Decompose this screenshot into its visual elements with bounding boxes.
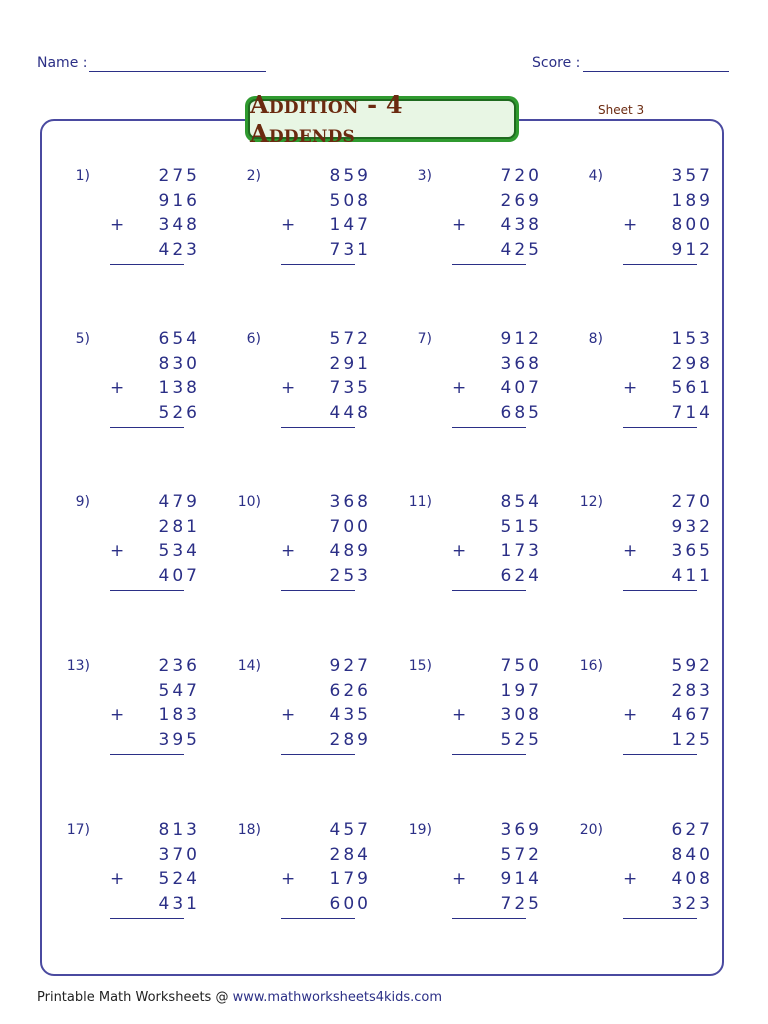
problem-number: 12) [579, 494, 603, 510]
addend-3: 308 [500, 705, 542, 725]
problem-8 [573, 331, 733, 461]
plus-sign: + [452, 378, 467, 398]
addend-1: 854 [500, 492, 542, 512]
sheet-label: Sheet 3 [598, 103, 645, 117]
addend-4: 685 [500, 402, 542, 423]
plus-sign: + [452, 215, 467, 235]
addend-3: 800 [671, 215, 713, 235]
answer-line[interactable] [110, 590, 184, 591]
addend-1: 479 [158, 492, 200, 512]
problem-number: 7) [417, 331, 432, 347]
name-field-line[interactable] [89, 71, 266, 72]
plus-sign: + [452, 541, 467, 561]
problem-3 [402, 168, 562, 298]
addend-4: 125 [671, 729, 713, 750]
problem-15 [402, 658, 562, 788]
name-label: Name : [37, 55, 88, 71]
addend-3: 348 [158, 215, 200, 235]
addend-2: 547 [158, 680, 200, 701]
problem-number: 6) [246, 331, 261, 347]
problem-14 [231, 658, 391, 788]
problem-16 [573, 658, 733, 788]
addend-4: 431 [158, 893, 200, 914]
footer-url[interactable]: www.mathworksheets4kids.com [232, 990, 443, 1005]
addend-4: 289 [329, 729, 371, 750]
plus-sign: + [281, 869, 296, 889]
plus-sign: + [281, 378, 296, 398]
plus-sign: + [110, 869, 125, 889]
problem-number: 4) [588, 168, 603, 184]
problem-number: 11) [408, 494, 432, 510]
addend-3: 561 [671, 378, 713, 398]
addend-2: 368 [500, 353, 542, 374]
addend-2: 298 [671, 353, 713, 374]
problem-20 [573, 822, 733, 952]
problem-number: 13) [66, 658, 90, 674]
plus-sign: + [281, 705, 296, 725]
answer-line[interactable] [623, 754, 697, 755]
answer-line[interactable] [281, 264, 355, 265]
addend-3: 407 [500, 378, 542, 398]
addend-1: 270 [671, 492, 713, 512]
addend-2: 370 [158, 844, 200, 865]
answer-line[interactable] [452, 918, 526, 919]
answer-line[interactable] [623, 918, 697, 919]
plus-sign: + [623, 215, 638, 235]
problem-number: 1) [75, 168, 90, 184]
addend-3: 489 [329, 541, 371, 561]
addend-4: 423 [158, 239, 200, 260]
answer-line[interactable] [452, 590, 526, 591]
problem-9 [60, 494, 220, 624]
addend-3: 173 [500, 541, 542, 561]
problem-17 [60, 822, 220, 952]
addend-1: 720 [500, 166, 542, 186]
addend-3: 467 [671, 705, 713, 725]
addend-4: 448 [329, 402, 371, 423]
problem-number: 15) [408, 658, 432, 674]
problem-number: 8) [588, 331, 603, 347]
plus-sign: + [623, 705, 638, 725]
addend-4: 395 [158, 729, 200, 750]
addend-2: 508 [329, 190, 371, 211]
answer-line[interactable] [110, 264, 184, 265]
addend-1: 750 [500, 656, 542, 676]
addend-4: 253 [329, 565, 371, 586]
answer-line[interactable] [281, 918, 355, 919]
score-label: Score : [532, 55, 581, 71]
problem-number: 3) [417, 168, 432, 184]
problem-19 [402, 822, 562, 952]
addend-2: 830 [158, 353, 200, 374]
worksheet-title: Addition - 4 Addends [248, 99, 516, 139]
addend-2: 291 [329, 353, 371, 374]
addend-4: 624 [500, 565, 542, 586]
addend-3: 183 [158, 705, 200, 725]
answer-line[interactable] [281, 754, 355, 755]
problem-number: 17) [66, 822, 90, 838]
answer-line[interactable] [623, 590, 697, 591]
addend-1: 859 [329, 166, 371, 186]
plus-sign: + [452, 869, 467, 889]
plus-sign: + [110, 541, 125, 561]
addend-4: 600 [329, 893, 371, 914]
addend-1: 457 [329, 820, 371, 840]
addend-4: 411 [671, 565, 713, 586]
addend-2: 197 [500, 680, 542, 701]
problem-5 [60, 331, 220, 461]
addend-2: 626 [329, 680, 371, 701]
addend-3: 914 [500, 869, 542, 889]
addend-4: 714 [671, 402, 713, 423]
addend-3: 735 [329, 378, 371, 398]
addend-4: 407 [158, 565, 200, 586]
addend-3: 524 [158, 869, 200, 889]
plus-sign: + [452, 705, 467, 725]
problem-number: 16) [579, 658, 603, 674]
plus-sign: + [110, 378, 125, 398]
answer-line[interactable] [110, 754, 184, 755]
addend-2: 840 [671, 844, 713, 865]
score-field-line[interactable] [583, 71, 729, 72]
plus-sign: + [623, 869, 638, 889]
plus-sign: + [110, 215, 125, 235]
problem-number: 5) [75, 331, 90, 347]
addend-4: 525 [500, 729, 542, 750]
plus-sign: + [281, 215, 296, 235]
addend-3: 179 [329, 869, 371, 889]
addend-4: 526 [158, 402, 200, 423]
addend-3: 365 [671, 541, 713, 561]
addend-2: 284 [329, 844, 371, 865]
addend-1: 912 [500, 329, 542, 349]
problem-4 [573, 168, 733, 298]
addend-2: 283 [671, 680, 713, 701]
addend-2: 515 [500, 516, 542, 537]
problem-number: 2) [246, 168, 261, 184]
answer-line[interactable] [452, 264, 526, 265]
problem-6 [231, 331, 391, 461]
addend-2: 932 [671, 516, 713, 537]
problem-number: 19) [408, 822, 432, 838]
addend-2: 269 [500, 190, 542, 211]
addend-1: 153 [671, 329, 713, 349]
problem-13 [60, 658, 220, 788]
problem-11 [402, 494, 562, 624]
addend-3: 138 [158, 378, 200, 398]
addend-2: 700 [329, 516, 371, 537]
problem-2 [231, 168, 391, 298]
addend-1: 813 [158, 820, 200, 840]
addend-2: 572 [500, 844, 542, 865]
plus-sign: + [110, 705, 125, 725]
addend-1: 275 [158, 166, 200, 186]
addend-3: 534 [158, 541, 200, 561]
addend-4: 912 [671, 239, 713, 260]
addend-3: 435 [329, 705, 371, 725]
addend-1: 357 [671, 166, 713, 186]
problem-10 [231, 494, 391, 624]
problem-18 [231, 822, 391, 952]
addend-1: 927 [329, 656, 371, 676]
addend-4: 425 [500, 239, 542, 260]
addend-4: 725 [500, 893, 542, 914]
addend-3: 408 [671, 869, 713, 889]
footer [37, 990, 442, 1005]
addend-3: 147 [329, 215, 371, 235]
answer-line[interactable] [623, 264, 697, 265]
answer-line[interactable] [452, 427, 526, 428]
problem-number: 20) [579, 822, 603, 838]
answer-line[interactable] [281, 590, 355, 591]
plus-sign: + [623, 378, 638, 398]
answer-line[interactable] [281, 427, 355, 428]
addend-3: 438 [500, 215, 542, 235]
addend-1: 592 [671, 656, 713, 676]
problem-12 [573, 494, 733, 624]
addend-2: 916 [158, 190, 200, 211]
addend-1: 572 [329, 329, 371, 349]
addend-1: 368 [329, 492, 371, 512]
addend-2: 189 [671, 190, 713, 211]
addend-1: 369 [500, 820, 542, 840]
addend-4: 731 [329, 239, 371, 260]
addend-4: 323 [671, 893, 713, 914]
addend-1: 236 [158, 656, 200, 676]
answer-line[interactable] [110, 918, 184, 919]
problem-number: 14) [237, 658, 261, 674]
title-banner [245, 90, 519, 148]
answer-line[interactable] [623, 427, 697, 428]
problem-number: 18) [237, 822, 261, 838]
problem-7 [402, 331, 562, 461]
addend-1: 627 [671, 820, 713, 840]
answer-line[interactable] [110, 427, 184, 428]
problem-number: 10) [237, 494, 261, 510]
plus-sign: + [623, 541, 638, 561]
addend-2: 281 [158, 516, 200, 537]
addend-1: 654 [158, 329, 200, 349]
problem-number: 9) [75, 494, 90, 510]
problem-1 [60, 168, 220, 298]
answer-line[interactable] [452, 754, 526, 755]
plus-sign: + [281, 541, 296, 561]
footer-text: Printable Math Worksheets @ [37, 990, 233, 1005]
